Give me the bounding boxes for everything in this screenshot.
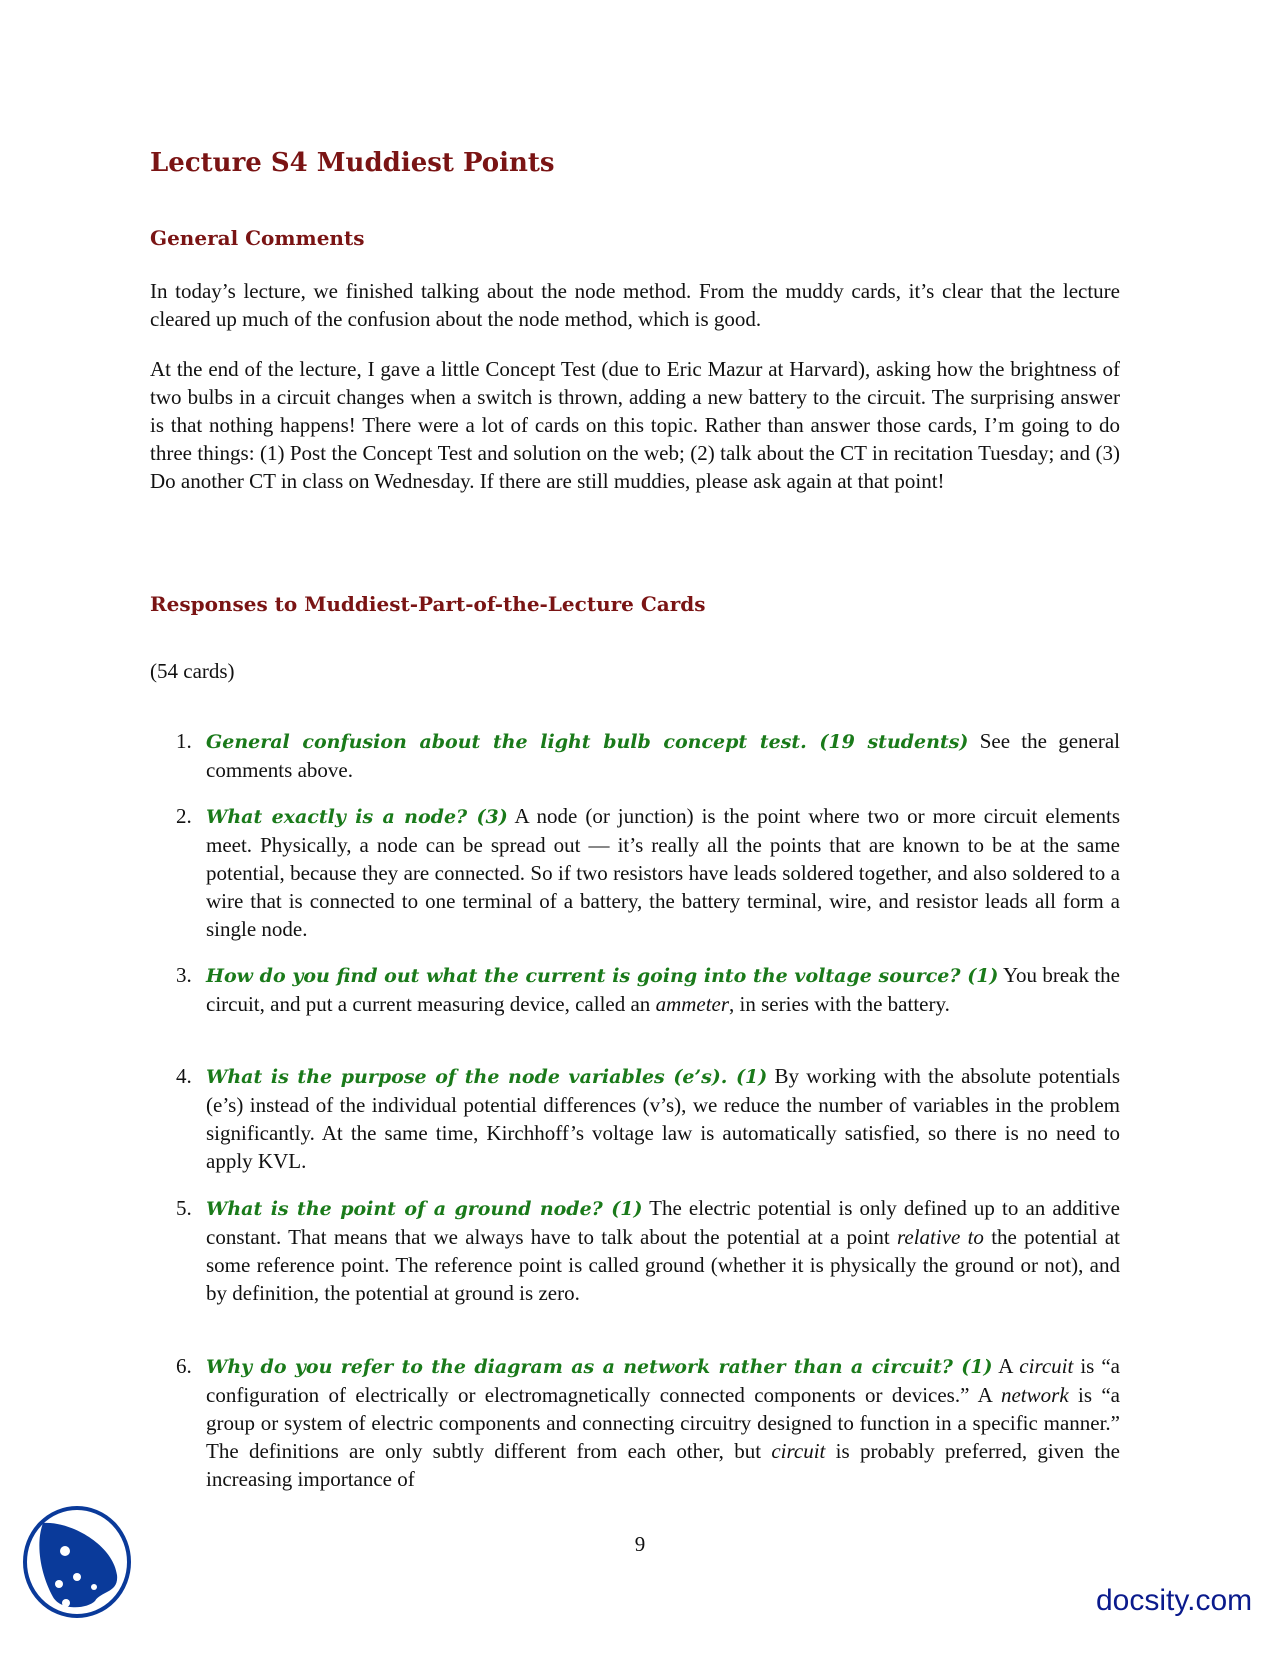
item-number: 4.	[176, 1064, 192, 1088]
answer-emphasis: relative to	[896, 1225, 984, 1249]
question: Why do you refer to the diagram as a network rather than a circuit? (1)	[206, 1356, 993, 1378]
answer: , in series with the battery.	[729, 992, 950, 1016]
list-item	[150, 727, 1120, 784]
answer: is “a configuration of electrically or electromagnetically connected components or devices.” A	[206, 1354, 1120, 1407]
list-item	[150, 1194, 1120, 1307]
general-comments-heading: General Comments	[150, 226, 365, 250]
item-number: 6.	[176, 1354, 192, 1378]
list-item	[150, 802, 1120, 943]
question: What is the purpose of the node variables (e’s). (1)	[206, 1066, 768, 1088]
responses-heading: Responses to Muddiest-Part-of-the-Lecture Cards	[150, 592, 706, 616]
item-number: 3.	[176, 963, 192, 987]
answer: A	[992, 1354, 1020, 1378]
card-count: (54 cards)	[150, 659, 235, 683]
paragraph: At the end of the lecture, I gave a little Concept Test (due to Eric Mazur at Harvard), asking how the brightness of two bulbs in a circuit changes when a switch is thrown, adding a new battery to the circuit. The surprising answer is that nothing happens! There were a lot of cards on this topic. Rather than answer those cards, I’m going to do three things: (1) Post the Concept Test and solution on the web; (2) talk about the CT in recitation Tuesday; and (3) Do another CT in class on Wednesday. If there are still muddies, please ask again at that point!	[150, 357, 1120, 493]
answer: the potential at some reference point. The reference point is called ground (whether it is physically the ground or not), and by definition, the potential at ground is zero.	[206, 1225, 1120, 1305]
docsity-logo-icon[interactable]	[21, 1505, 133, 1619]
answer-emphasis: network	[1000, 1383, 1069, 1407]
list-item	[150, 1062, 1120, 1175]
answer: is probably preferred, given the increasing importance of	[206, 1439, 1120, 1491]
paragraph: In today’s lecture, we finished talking about the node method. From the muddy cards, it’s clear that the lecture cleared up much of the confusion about the node method, which is good.	[150, 279, 1120, 331]
question: What is the point of a ground node? (1)	[206, 1198, 643, 1220]
question: How do you find out what the current is going into the voltage source? (1)	[206, 965, 999, 987]
question: What exactly is a node? (3)	[206, 806, 508, 828]
page-title: Lecture S4 Muddiest Points	[150, 148, 555, 178]
item-number: 1.	[176, 729, 192, 753]
question: General confusion about the light bulb concept test. (19 students)	[206, 731, 969, 753]
page-number: 9	[634, 1532, 646, 1556]
list-item	[150, 1352, 1120, 1493]
answer: By working with the absolute potentials (e’s) instead of the individual potential differences (v’s), we reduce the number of variables in the problem significantly. At the same time, Kirchhoff’s voltage law is automatically satisfied, so there is no need to apply KVL.	[206, 1064, 1120, 1173]
answer-emphasis: circuit	[1019, 1354, 1074, 1378]
answer: You break the circuit, and put a current measuring device, called an	[206, 963, 1120, 1016]
list-item	[150, 961, 1120, 1018]
answer: The electric potential is only defined up to an additive constant. That means that we always have to talk about the potential at a point	[206, 1196, 1121, 1249]
item-number: 5.	[176, 1196, 192, 1220]
answer: is “a group or system of electric components and connecting circuitry designed to function in a specific manner.” The definitions are only subtly different from each other, but	[206, 1383, 1120, 1463]
docsity-brand-link[interactable]: docsity.com	[1096, 1584, 1253, 1617]
answer-emphasis: circuit	[771, 1439, 826, 1463]
answer-emphasis: ammeter	[655, 992, 730, 1016]
answer: A node (or junction) is the point where two or more circuit elements meet. Physically, a node can be spread out — it’s really all the points that are known to be at the same potential, because they are connected. So if two resistors have leads soldered together, and also soldered to a wire that is connected to one terminal of a battery, the battery terminal, wire, and resistor leads all form a single node.	[206, 804, 1120, 941]
answer: See the general comments above.	[206, 729, 1120, 782]
item-number: 2.	[176, 804, 192, 828]
